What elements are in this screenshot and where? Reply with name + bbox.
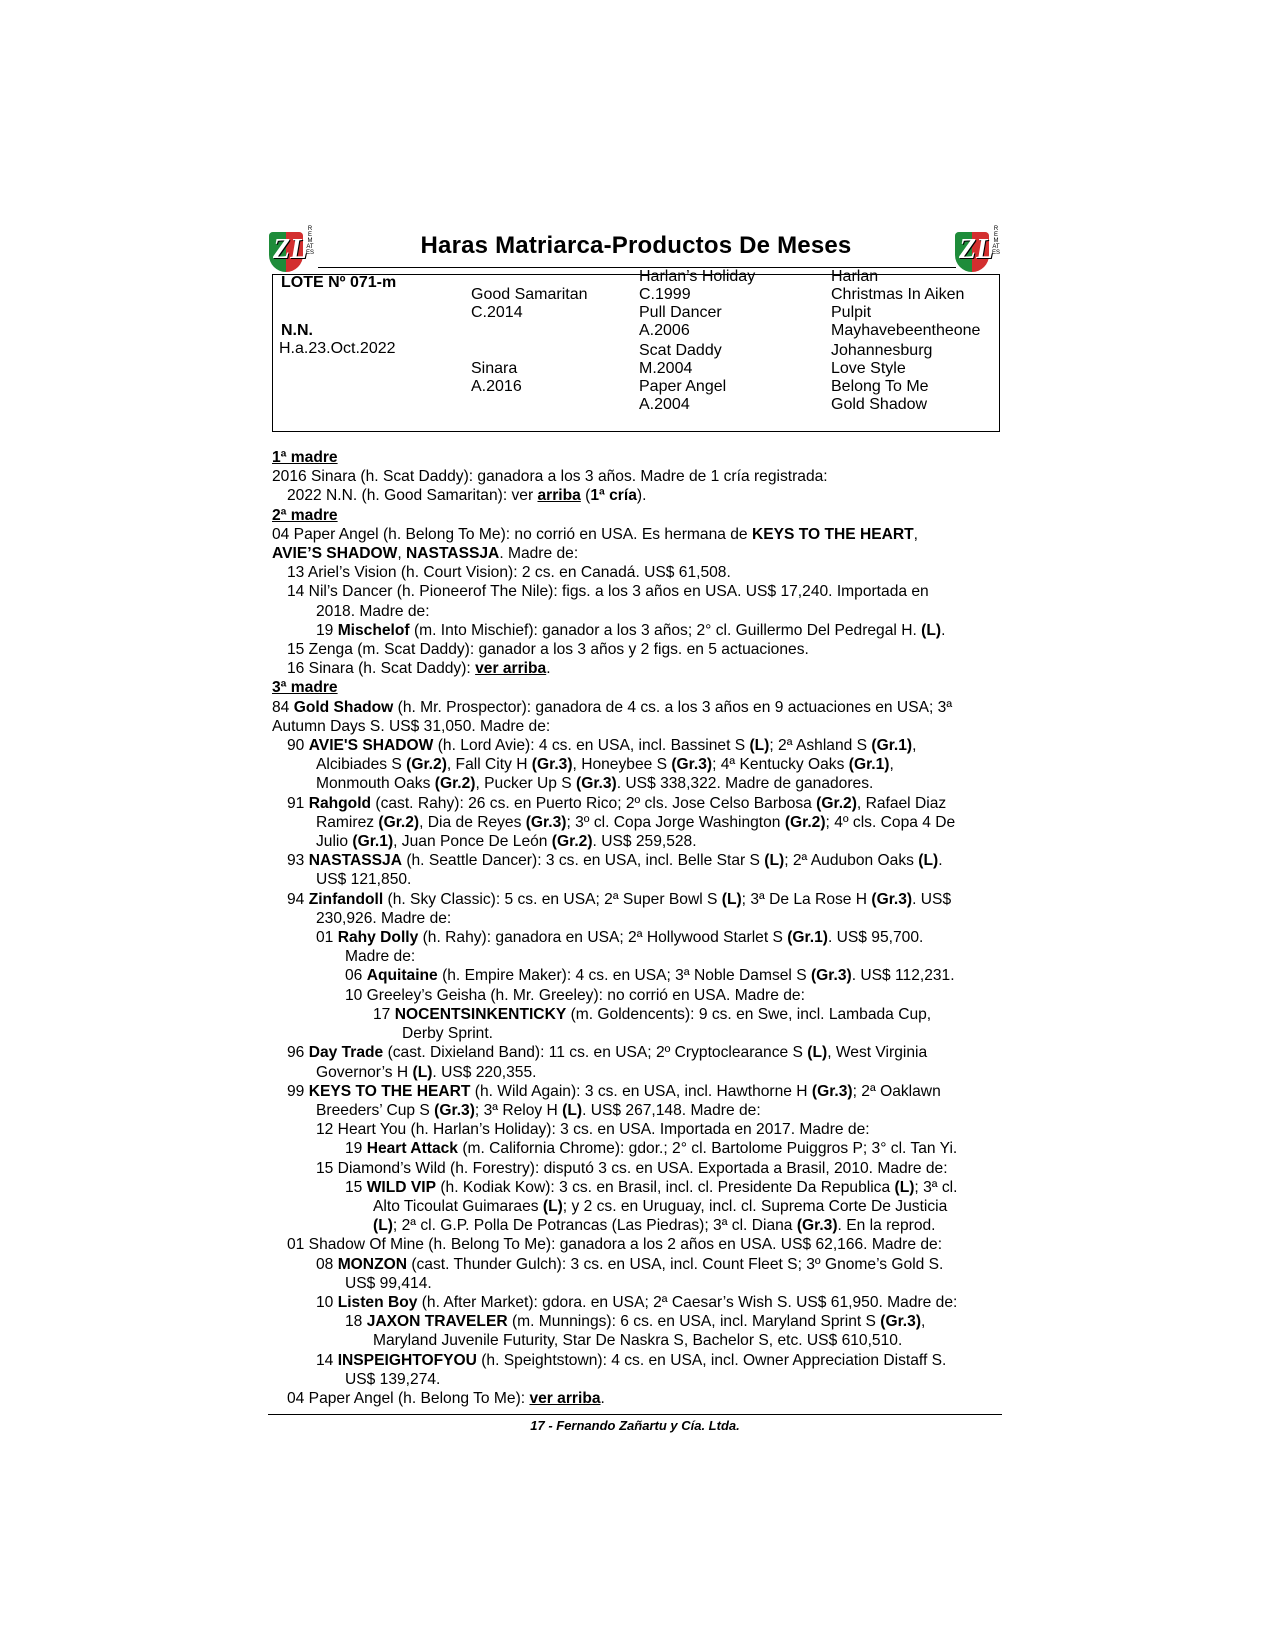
text-line: 84 Gold Shadow (h. Mr. Prospector): ganadora de 4 cs. a los 3 años en 9 actuaciones en USA; 3ª: [272, 698, 953, 716]
text-line: 17 NOCENTSINKENTICKY (m. Goldencents): 9 cs. en Swe, incl. Lambada Cup,: [373, 1005, 932, 1023]
text-line: Madre de:: [345, 948, 416, 966]
text-line: Julio (Gr.1), Juan Ponce De León (Gr.2). US$ 259,528.: [316, 833, 697, 851]
dam-info: A.2016: [471, 378, 522, 395]
text-line: 01 Shadow Of Mine (h. Belong To Me): ganadora a los 2 años en USA. US$ 62,166. Madre de:: [287, 1236, 943, 1254]
pedigree-gen2: Scat Daddy: [639, 342, 722, 359]
text-line: AVIE’S SHADOW, NASTASSJA. Madre de:: [272, 545, 579, 563]
dam-name: Sinara: [471, 360, 518, 377]
text-line: 2022 N.N. (h. Good Samaritan): ver arriba (1ª cría).: [287, 487, 647, 505]
pedigree-gen2: Harlan’s Holiday: [639, 268, 756, 285]
text-line: 13 Ariel’s Vision (h. Court Vision): 2 cs. en Canadá. US$ 61,508.: [287, 564, 731, 582]
logo-text: ZL: [959, 234, 994, 265]
text-line: (L); 2ª cl. G.P. Polla De Potrancas (Las Piedras); 3ª cl. Diana (Gr.3). En la reprod.: [373, 1217, 936, 1235]
text-line: 19 Mischelof (m. Into Mischief): ganador a los 3 años; 2° cl. Guillermo Del Pedregal H. (L).: [316, 621, 946, 639]
pedigree-gen3: Gold Shadow: [831, 396, 928, 413]
text-line: 10 Greeley’s Geisha (h. Mr. Greeley): no corrió en USA. Madre de:: [345, 986, 805, 1004]
text-line: US$ 99,414.: [345, 1274, 432, 1292]
text-line: 01 Rahy Dolly (h. Rahy): ganadora en USA; 2ª Hollywood Starlet S (Gr.1). US$ 95,700.: [316, 929, 924, 947]
pedigree-gen2: C.1999: [639, 286, 691, 303]
pedigree-gen3: Pulpit: [831, 304, 872, 321]
text-line: Breeders’ Cup S (Gr.3); 3ª Reloy H (L). US$ 267,148. Madre de:: [316, 1101, 761, 1119]
footer-divider: [268, 1414, 1002, 1415]
pedigree-gen3: Christmas In Aiken: [831, 286, 965, 303]
text-line: Autumn Days S. US$ 31,050. Madre de:: [272, 717, 551, 735]
pedigree-gen2: A.2004: [639, 396, 690, 413]
text-line: 2018. Madre de:: [316, 602, 430, 620]
horse-name: N.N.: [281, 322, 313, 339]
lot-number: LOTE Nº 071-m: [281, 274, 397, 291]
produce-record: [272, 448, 1006, 1408]
pedigree-gen3: Love Style: [831, 360, 906, 377]
text-line: 230,926. Madre de:: [316, 909, 452, 927]
text-line: 91 Rahgold (cast. Rahy): 26 cs. en Puerto Rico; 2º cls. Jose Celso Barbosa (Gr.2), Rafael Diaz: [287, 794, 947, 812]
text-line: 04 Paper Angel (h. Belong To Me): no corrió en USA. Es hermana de KEYS TO THE HEART,: [272, 525, 919, 543]
text-line: US$ 139,274.: [345, 1370, 441, 1388]
text-line: Alto Ticoulat Guimaraes (L); y 2 cs. en Uruguay, incl. cl. Suprema Corte De Justicia: [373, 1197, 948, 1215]
text-line: Derby Sprint.: [402, 1025, 493, 1043]
text-line: Alcibiades S (Gr.2), Fall City H (Gr.3), Honeybee S (Gr.3); 4ª Kentucky Oaks (Gr.1),: [316, 756, 894, 774]
pedigree-gen2: Paper Angel: [639, 378, 727, 395]
text-line: 15 Zenga (m. Scat Daddy): ganador a los 3 años y 2 figs. en 5 actuaciones.: [287, 641, 809, 659]
logo-right: [955, 226, 1001, 274]
text-line: 12 Heart You (h. Harlan’s Holiday): 3 cs. en USA. Importada en 2017. Madre de:: [316, 1121, 870, 1139]
text-line: 14 Nil’s Dancer (h. Pioneerof The Nile): figs. a los 3 años en USA. US$ 17,240. Importada en: [287, 583, 929, 601]
pedigree-box: [272, 268, 1000, 432]
text-line: 2016 Sinara (h. Scat Daddy): ganadora a los 3 años. Madre de 1 cría registrada:: [272, 468, 828, 486]
text-line: 19 Heart Attack (m. California Chrome): gdor.; 2° cl. Bartolome Puiggros P; 3° cl. Tan Yi.: [345, 1140, 958, 1158]
text-line: Governor’s H (L). US$ 220,355.: [316, 1063, 537, 1081]
text-line: 18 JAXON TRAVELER (m. Munnings): 6 cs. en USA, incl. Maryland Sprint S (Gr.3),: [345, 1313, 926, 1331]
logo-left: [269, 226, 315, 274]
pedigree-gen3: Mayhavebeentheone: [831, 322, 981, 339]
section-heading: 1ª madre: [272, 449, 338, 466]
text-line: 15 WILD VIP (h. Kodiak Kow): 3 cs. en Brasil, incl. cl. Presidente Da Republica (L); 3ª cl.: [345, 1178, 958, 1196]
pedigree-gen2: Pull Dancer: [639, 304, 722, 321]
text-line: 96 Day Trade (cast. Dixieland Band): 11 cs. en USA; 2º Cryptoclearance S (L), West Virginia: [287, 1044, 928, 1062]
sire-info: C.2014: [471, 304, 523, 321]
text-line: 10 Listen Boy (h. After Market): gdora. en USA; 2ª Caesar’s Wish S. US$ 61,950. Madre de:: [316, 1293, 958, 1311]
pedigree-gen2: A.2006: [639, 322, 690, 339]
text-line: Maryland Juvenile Futurity, Star De Naskra S, Bachelor S, etc. US$ 610,510.: [373, 1332, 903, 1350]
text-line: 15 Diamond’s Wild (h. Forestry): disputó 3 cs. en USA. Exportada a Brasil, 2010. Madre de:: [316, 1159, 948, 1177]
pedigree-gen3: Belong To Me: [831, 378, 929, 395]
page-title: Haras Matriarca-Productos De Meses: [420, 232, 852, 259]
section-heading: 2ª madre: [272, 506, 338, 524]
pedigree-gen3: Harlan: [831, 268, 879, 285]
text-line: 04 Paper Angel (h. Belong To Me): ver arriba.: [287, 1389, 605, 1407]
section-heading: 3ª madre: [272, 679, 338, 697]
text-line: Monmouth Oaks (Gr.2), Pucker Up S (Gr.3). US$ 338,322. Madre de ganadores.: [316, 775, 874, 793]
logo-side-text: REMATES: [306, 226, 315, 256]
horse-birth: H.a.23.Oct.2022: [279, 340, 396, 357]
text-line: 99 KEYS TO THE HEART (h. Wild Again): 3 cs. en USA, incl. Hawthorne H (Gr.3); 2ª Oaklawn: [287, 1082, 941, 1100]
text-line: US$ 121,850.: [316, 871, 412, 889]
text-line: Ramirez (Gr.2), Dia de Reyes (Gr.3); 3º cl. Copa Jorge Washington (Gr.2); 4º cls. Copa 4 De: [316, 813, 956, 831]
logo-side-text: REMATES: [992, 226, 1001, 256]
pedigree-gen2: M.2004: [639, 360, 693, 377]
page-footer: 17 - Fernando Zañartu y Cía. Ltda.: [530, 1418, 740, 1433]
text-line: 06 Aquitaine (h. Empire Maker): 4 cs. en USA; 3ª Noble Damsel S (Gr.3). US$ 112,231.: [345, 967, 955, 985]
text-line: 16 Sinara (h. Scat Daddy): ver arriba.: [287, 660, 551, 678]
text-line: 94 Zinfandoll (h. Sky Classic): 5 cs. en USA; 2ª Super Bowl S (L); 3ª De La Rose H (Gr.3). US$: [287, 890, 952, 908]
pedigree-gen3: Johannesburg: [831, 342, 933, 359]
text-line: 14 INSPEIGHTOFYOU (h. Speightstown): 4 cs. en USA, incl. Owner Appreciation Distaff S.: [316, 1351, 947, 1369]
text-line: 90 AVIE'S SHADOW (h. Lord Avie): 4 cs. en USA, incl. Bassinet S (L); 2ª Ashland S (Gr.1),: [287, 737, 917, 755]
sire-name: Good Samaritan: [471, 286, 588, 303]
text-line: 93 NASTASSJA (h. Seattle Dancer): 3 cs. en USA, incl. Belle Star S (L); 2ª Audubon Oaks (L).: [287, 852, 943, 870]
logo-text: ZL: [273, 234, 308, 265]
text-line: 08 MONZON (cast. Thunder Gulch): 3 cs. en USA, incl. Count Fleet S; 3º Gnome’s Gold S.: [316, 1255, 944, 1273]
